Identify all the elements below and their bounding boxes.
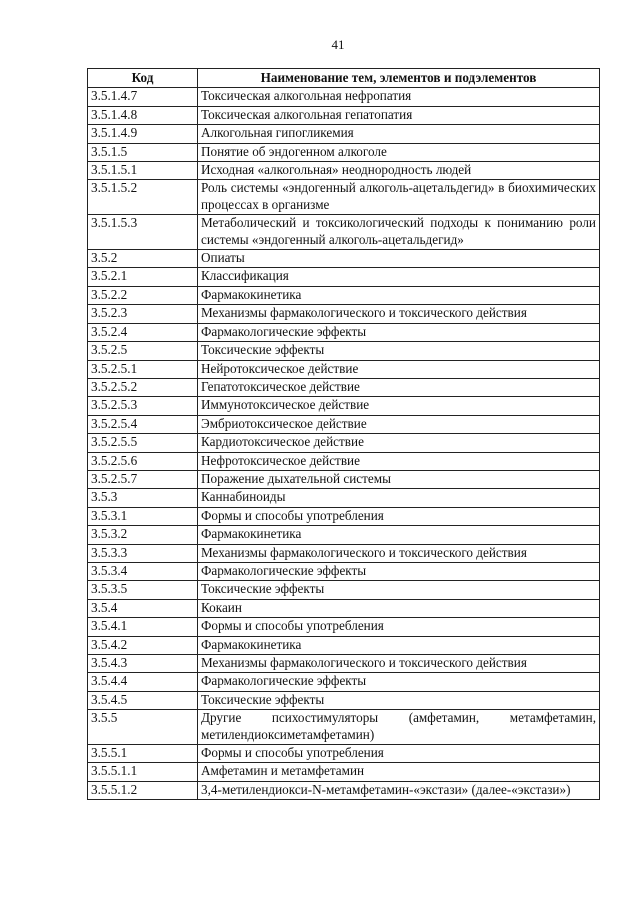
topic-name: Алкогольная гипогликемия bbox=[198, 125, 600, 143]
topic-code: 3.5.4.4 bbox=[88, 673, 198, 691]
topic-code: 3.5.2.5.3 bbox=[88, 397, 198, 415]
topic-code: 3.5.1.4.9 bbox=[88, 125, 198, 143]
topic-name: 3,4-метилендиокси-N-метамфетамин-«экстази» (далее-«экстази») bbox=[198, 781, 600, 799]
topic-name: Каннабиноиды bbox=[198, 489, 600, 507]
topic-name: Иммунотоксическое действие bbox=[198, 397, 600, 415]
table-row bbox=[88, 673, 600, 691]
table-row bbox=[88, 489, 600, 507]
topic-name: Механизмы фармакологического и токсического действия bbox=[198, 655, 600, 673]
table-row bbox=[88, 763, 600, 781]
topic-code: 3.5.2 bbox=[88, 250, 198, 268]
table-row bbox=[88, 180, 600, 215]
topic-code: 3.5.3.3 bbox=[88, 544, 198, 562]
topics-table bbox=[87, 68, 600, 800]
column-header-code: Код bbox=[88, 69, 198, 88]
table-row bbox=[88, 415, 600, 433]
topic-code: 3.5.2.1 bbox=[88, 268, 198, 286]
topic-code: 3.5.2.2 bbox=[88, 286, 198, 304]
table-row bbox=[88, 342, 600, 360]
topic-name: Нефротоксическое действие bbox=[198, 452, 600, 470]
table-header-row bbox=[88, 69, 600, 88]
topic-code: 3.5.3 bbox=[88, 489, 198, 507]
topic-code: 3.5.5 bbox=[88, 710, 198, 745]
table-row bbox=[88, 618, 600, 636]
table-row bbox=[88, 599, 600, 617]
table-body bbox=[88, 88, 600, 800]
topic-name: Амфетамин и метамфетамин bbox=[198, 763, 600, 781]
table-row bbox=[88, 544, 600, 562]
topic-code: 3.5.2.5.5 bbox=[88, 434, 198, 452]
table-row bbox=[88, 378, 600, 396]
topic-name: Гепатотоксическое действие bbox=[198, 378, 600, 396]
topic-code: 3.5.5.1 bbox=[88, 745, 198, 763]
topic-code: 3.5.3.2 bbox=[88, 526, 198, 544]
table-row bbox=[88, 143, 600, 161]
topic-code: 3.5.4.3 bbox=[88, 655, 198, 673]
topic-code: 3.5.1.5 bbox=[88, 143, 198, 161]
table-row bbox=[88, 691, 600, 709]
topic-name: Фармакокинетика bbox=[198, 526, 600, 544]
topic-name: Формы и способы употребления bbox=[198, 507, 600, 525]
topic-code: 3.5.2.5.1 bbox=[88, 360, 198, 378]
table-row bbox=[88, 106, 600, 124]
topic-code: 3.5.2.5.2 bbox=[88, 378, 198, 396]
table-row bbox=[88, 162, 600, 180]
table-row bbox=[88, 710, 600, 745]
topic-name: Токсические эффекты bbox=[198, 691, 600, 709]
table-row bbox=[88, 745, 600, 763]
table-row bbox=[88, 88, 600, 106]
topic-name: Классификация bbox=[198, 268, 600, 286]
topic-code: 3.5.1.5.1 bbox=[88, 162, 198, 180]
topic-name: Фармакокинетика bbox=[198, 286, 600, 304]
topic-code: 3.5.3.5 bbox=[88, 581, 198, 599]
topic-name: Опиаты bbox=[198, 250, 600, 268]
column-header-name: Наименование тем, элементов и подэлементов bbox=[198, 69, 600, 88]
topic-name: Эмбриотоксическое действие bbox=[198, 415, 600, 433]
table-row bbox=[88, 397, 600, 415]
topic-code: 3.5.1.4.8 bbox=[88, 106, 198, 124]
table-row bbox=[88, 507, 600, 525]
topic-code: 3.5.3.4 bbox=[88, 562, 198, 580]
topic-name: Метаболический и токсикологический подходы к пониманию роли системы «эндогенный алкоголь-ацетальдегид» bbox=[198, 215, 600, 250]
topic-code: 3.5.2.5.4 bbox=[88, 415, 198, 433]
topic-code: 3.5.2.5.6 bbox=[88, 452, 198, 470]
topic-name: Понятие об эндогенном алкоголе bbox=[198, 143, 600, 161]
topic-name: Исходная «алкогольная» неоднородность людей bbox=[198, 162, 600, 180]
topic-code: 3.5.2.5.7 bbox=[88, 470, 198, 488]
topic-name: Токсические эффекты bbox=[198, 581, 600, 599]
topic-code: 3.5.1.5.3 bbox=[88, 215, 198, 250]
table-row bbox=[88, 268, 600, 286]
topic-code: 3.5.5.1.2 bbox=[88, 781, 198, 799]
table-row bbox=[88, 526, 600, 544]
table-row bbox=[88, 360, 600, 378]
table-row bbox=[88, 250, 600, 268]
topic-name: Нейротоксическое действие bbox=[198, 360, 600, 378]
topic-code: 3.5.2.3 bbox=[88, 305, 198, 323]
topic-name: Токсическая алкогольная гепатопатия bbox=[198, 106, 600, 124]
table-row bbox=[88, 215, 600, 250]
topic-code: 3.5.1.5.2 bbox=[88, 180, 198, 215]
table-row bbox=[88, 655, 600, 673]
topic-name: Роль системы «эндогенный алкоголь-ацетальдегид» в биохимических процессах в организме bbox=[198, 180, 600, 215]
topic-name: Токсическая алкогольная нефропатия bbox=[198, 88, 600, 106]
topic-code: 3.5.3.1 bbox=[88, 507, 198, 525]
topic-code: 3.5.1.4.7 bbox=[88, 88, 198, 106]
topic-name: Токсические эффекты bbox=[198, 342, 600, 360]
topic-name: Механизмы фармакологического и токсического действия bbox=[198, 544, 600, 562]
table-row bbox=[88, 636, 600, 654]
topic-code: 3.5.4.5 bbox=[88, 691, 198, 709]
table-row bbox=[88, 781, 600, 799]
table-row bbox=[88, 323, 600, 341]
topic-name: Фармакологические эффекты bbox=[198, 323, 600, 341]
table-row bbox=[88, 286, 600, 304]
topic-name: Фармакологические эффекты bbox=[198, 562, 600, 580]
topic-code: 3.5.2.5 bbox=[88, 342, 198, 360]
topic-code: 3.5.5.1.1 bbox=[88, 763, 198, 781]
table-row bbox=[88, 562, 600, 580]
topic-name: Другие психостимуляторы (амфетамин, метамфетамин, метилендиоксиметамфетамин) bbox=[198, 710, 600, 745]
table-row bbox=[88, 452, 600, 470]
table-row bbox=[88, 581, 600, 599]
topic-code: 3.5.2.4 bbox=[88, 323, 198, 341]
page-number: 41 bbox=[331, 37, 345, 52]
topic-name: Формы и способы употребления bbox=[198, 745, 600, 763]
table-row bbox=[88, 434, 600, 452]
table-row bbox=[88, 305, 600, 323]
topic-name: Поражение дыхательной системы bbox=[198, 470, 600, 488]
table-row bbox=[88, 125, 600, 143]
topic-name: Фармакологические эффекты bbox=[198, 673, 600, 691]
table-row bbox=[88, 470, 600, 488]
topic-code: 3.5.4.1 bbox=[88, 618, 198, 636]
topic-name: Фармакокинетика bbox=[198, 636, 600, 654]
topic-name: Кардиотоксическое действие bbox=[198, 434, 600, 452]
topic-code: 3.5.4.2 bbox=[88, 636, 198, 654]
topic-name: Формы и способы употребления bbox=[198, 618, 600, 636]
topic-code: 3.5.4 bbox=[88, 599, 198, 617]
topic-name: Механизмы фармакологического и токсического действия bbox=[198, 305, 600, 323]
topic-name: Кокаин bbox=[198, 599, 600, 617]
